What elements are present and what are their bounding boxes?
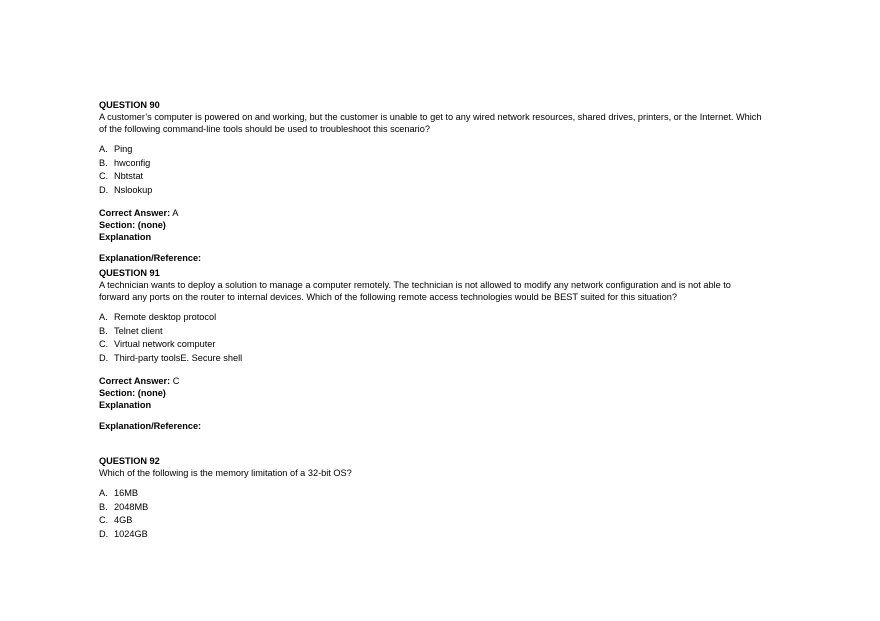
question-heading: QUESTION 92	[99, 456, 160, 466]
option-text: 1024GB	[114, 529, 148, 540]
answer-option	[99, 184, 789, 198]
option-text: Telnet client	[114, 325, 163, 336]
option-letter: D.	[99, 529, 109, 540]
question-stem-line: forward any ports on the router to internal devices. Which of the following remote access technologies would be BEST suited for this situation?	[99, 292, 677, 302]
answer-option	[99, 338, 789, 352]
correct-answer	[99, 207, 789, 219]
option-letter: C.	[99, 171, 109, 182]
option-text: 2048MB	[114, 501, 149, 512]
option-text: Ping	[114, 144, 133, 154]
correct-answer	[99, 375, 789, 387]
question-heading: QUESTION 90	[99, 100, 160, 110]
option-letter: A.	[99, 488, 108, 498]
option-text: Nbtstat	[114, 171, 144, 182]
option-text: Third-party toolsE. Secure shell	[114, 353, 243, 364]
explanation-label: Explanation	[99, 399, 152, 410]
answer-option	[99, 157, 789, 171]
answer-option	[99, 311, 789, 325]
question-90	[99, 99, 789, 264]
question-92	[99, 455, 789, 542]
option-text: Remote desktop protocol	[114, 312, 217, 322]
question-heading: QUESTION 91	[99, 268, 160, 278]
correct-answer-value: C	[172, 375, 180, 386]
answer-option	[99, 514, 789, 528]
option-text: hwconfig	[114, 157, 151, 168]
question-91	[99, 267, 789, 432]
option-letter: B.	[99, 325, 108, 336]
option-text: 16MB	[114, 488, 139, 498]
explanation-label: Explanation	[99, 231, 152, 242]
option-letter: D.	[99, 185, 109, 196]
option-letter: B.	[99, 157, 108, 168]
question-stem-line: of the following command-line tools should be used to troubleshoot this scenario?	[99, 124, 430, 134]
option-text: 4GB	[114, 515, 133, 526]
option-letter: C.	[99, 339, 109, 350]
question-stem-line: A technician wants to deploy a solution to manage a computer remotely. The technician is not allowed to modify any network configuration and is not able to	[99, 280, 731, 290]
section-label: Section: (none)	[99, 387, 166, 398]
question-stem-line: A customer’s computer is powered on and working, but the customer is unable to get to any wired network resources, shared drives, printers, or the Internet. Which	[99, 112, 762, 122]
answer-option	[99, 352, 789, 366]
answer-option	[99, 501, 789, 515]
option-letter: C.	[99, 515, 109, 526]
option-letter: A.	[99, 312, 108, 322]
option-text: Virtual network computer	[114, 339, 216, 350]
answer-option	[99, 487, 789, 501]
answer-option	[99, 528, 789, 542]
explanation-reference-label: Explanation/Reference:	[99, 420, 202, 431]
option-letter: B.	[99, 501, 108, 512]
correct-answer-label: Correct Answer:	[99, 375, 171, 386]
explanation-reference-label: Explanation/Reference:	[99, 252, 202, 263]
answer-option	[99, 170, 789, 184]
option-letter: A.	[99, 144, 108, 154]
answer-option	[99, 325, 789, 339]
section-label: Section: (none)	[99, 219, 166, 230]
correct-answer-label: Correct Answer:	[99, 207, 171, 218]
option-letter: D.	[99, 353, 109, 364]
question-stem-line: Which of the following is the memory limitation of a 32-bit OS?	[99, 468, 352, 478]
option-text: Nslookup	[114, 185, 153, 196]
correct-answer-value: A	[172, 207, 179, 218]
answer-option	[99, 143, 789, 157]
